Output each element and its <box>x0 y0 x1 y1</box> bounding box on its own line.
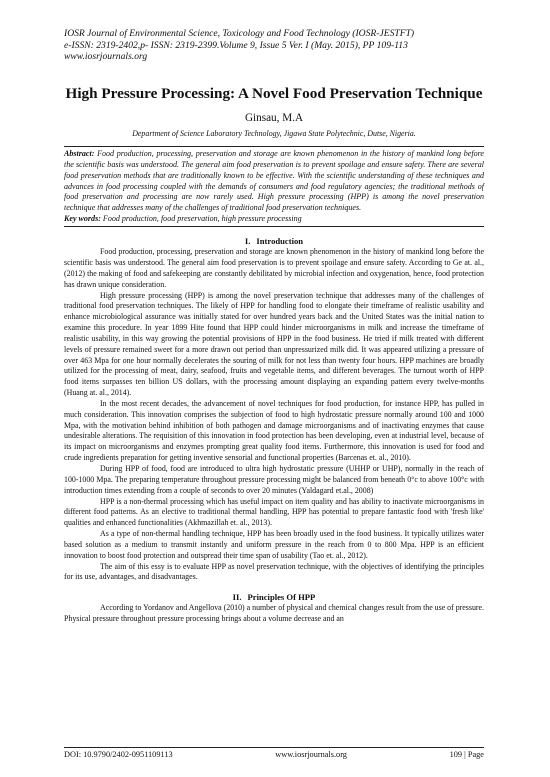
paragraph: During HPP of food, food are introduced to ultra high hydrostatic pressure (UHHP or UHP), normally in the reach of 100-1000 Mpa. The preparing temperature throughout pressure processing might be balanced from beneath 0°c to above 100°c with introduction times extending from a couple of seconds to over 20 minutes (Yaldagard et.al., 2008) <box>64 464 484 495</box>
journal-name: IOSR Journal of Environmental Science, Toxicology and Food Technology (IOSR-JESTFT) <box>64 28 415 39</box>
paper-author: Ginsau, M.A <box>244 111 304 124</box>
keywords <box>64 214 484 225</box>
footer-doi: DOI: 10.9790/2402-0951109113 <box>64 750 173 759</box>
journal-issn: e-ISSN: 2319-2402,p- ISSN: 2319-2399.Volume 9, Issue 5 Ver. I (May. 2015), PP 109-113 <box>64 39 408 51</box>
paragraph: The aim of this essy is to evaluate HPP as novel preservation technique, with the objectives of identifying the principles for its use, advantages, and disadvantages. <box>64 561 484 582</box>
section-principles <box>64 592 484 625</box>
section-title: Introduction <box>256 236 304 247</box>
paragraph: HPP is a non-thermal processing which has useful impact on item quality and has ability to inactivate microorganisms in different food patterns. As an elective to traditional thermal handling, HPP has potential to prepare fantastic food with 'fresh like' qualities and enhanced functionalities (Akhmazillah et. al., 2013). <box>64 496 484 528</box>
section-title: Principles Of HPP <box>247 592 316 603</box>
section-heading <box>64 236 484 247</box>
paper-affiliation: Department of Science Laboratory Technology, Jigawa State Polytechnic, Dutse, Nigeria. <box>132 128 416 138</box>
paragraph: High pressure processing (HPP) is among the novel preservation technique that addresses many of the challenges of traditional food preservation techniques. The likely of HPP for handling food to elongate their timeframe of realistic usability and enhance microbiological assurance was initially stated for over hundred years back and the United States was the initial nation to examine this procedure. In year 1899 Hite found that HPP could hinder microorganisms in milk and increase the timeframe of realistic usability, in this way growing the potential provisions of HPP in the food business. He tried if milk treated with different levels of pressure remained sweet for a more drawn out period than unpressurized milk did. It was appeared utilizing a pressure of over 463 Mpa for one hour normally decelerates the souring of milk for not less than twenty four hours. HPP machines are broadly utilized for the processing of meat, dairy, seafood, fruits and vegetable items, and different beverages. The turnout worth of HPP food items surpasses ten billion US dollars, with the processing amount displaying an expanding pattern every twelve-months (Huang at. al., 2014). <box>64 290 484 398</box>
journal-header <box>64 28 484 63</box>
paragraph: According to Yordanov and Angellova (2010) a number of physical and chemical changes result from the use of pressure. Physical pressure throughout pressure processing brings about a volume decrease and an <box>64 603 484 624</box>
keywords-text: Food production, food preservation, high pressure processing <box>100 214 302 224</box>
section-heading <box>64 592 484 603</box>
footer-page-number: 109 | Page <box>449 750 484 759</box>
section-introduction <box>64 236 484 583</box>
paragraph: As a type of non-thermal handling technique, HPP has been broadly used in the food business. It typically utilizes water based solution as a medium to transmit instantly and uniform pressure in the reach from 0 to 800 Mpa. HPP is an efficient innovation to boost food protection and outspread their time span of usability (Tao et. al., 2012). <box>64 529 484 560</box>
abstract-label: Abstract: <box>64 148 95 158</box>
paper-title: High Pressure Processing: A Novel Food Preservation Technique <box>65 84 483 102</box>
keywords-label: Key words: <box>64 214 101 224</box>
abstract-text: Food production, processing, preservation and storage are known phenomenon in the history of mankind long before the scientific basis was understood. The general aim food preservation is to prevent spoilage and ensure safety. There are several food preservation methods that are traditionally known to be effective. With the scientific understanding of these techniques and advances in food processing coupled with the demands of consumers and food regulatory agencies; the traditional methods of food preservation and processing are now rarely used. High pressure processing (HPP) is among the novel preservation technique that addresses many of the challenges of traditional food preservation techniques. <box>64 148 484 213</box>
page-footer <box>64 747 484 760</box>
journal-website: www.iosrjournals.org <box>64 51 148 63</box>
abstract <box>64 149 484 214</box>
paragraph: In the most recent decades, the advancement of novel techniques for food production, for instance HPP, has pulled in much consideration. This innovation comprises the subjection of food to high hydrostatic pressure normally around 100 and 1000 Mpa, with the motivation behind inhibition of both pathogen and damage microorganisms and of inactivating enzymes that cause undesirable alterations. The requisition of this innovation in food protection has been developing, even at industrial level, because of its impact on microorganisms and enzymes prompting great quality food items. Furthermore, this innovation is used for food and crude ingredients preparation for getting inventive sensorial and functional properties (Barcenas et. al., 2010). <box>64 398 484 463</box>
abstract-box <box>64 146 484 227</box>
section-number: I. <box>244 236 251 247</box>
section-number: II. <box>232 592 242 603</box>
footer-website: www.iosrjournals.org <box>275 750 347 759</box>
paragraph: Food production, processing, preservation and storage are known phenomenon in the history of mankind long before the scientific basis was understood. The general aim food preservation is to prevent spoilage and ensure safety. According to Ge at. al., (2012) the making of food and safekeeping are constantly debilitated by microbial infection and oxygenation, hence, food protection has drawn unique consideration. <box>64 247 484 289</box>
